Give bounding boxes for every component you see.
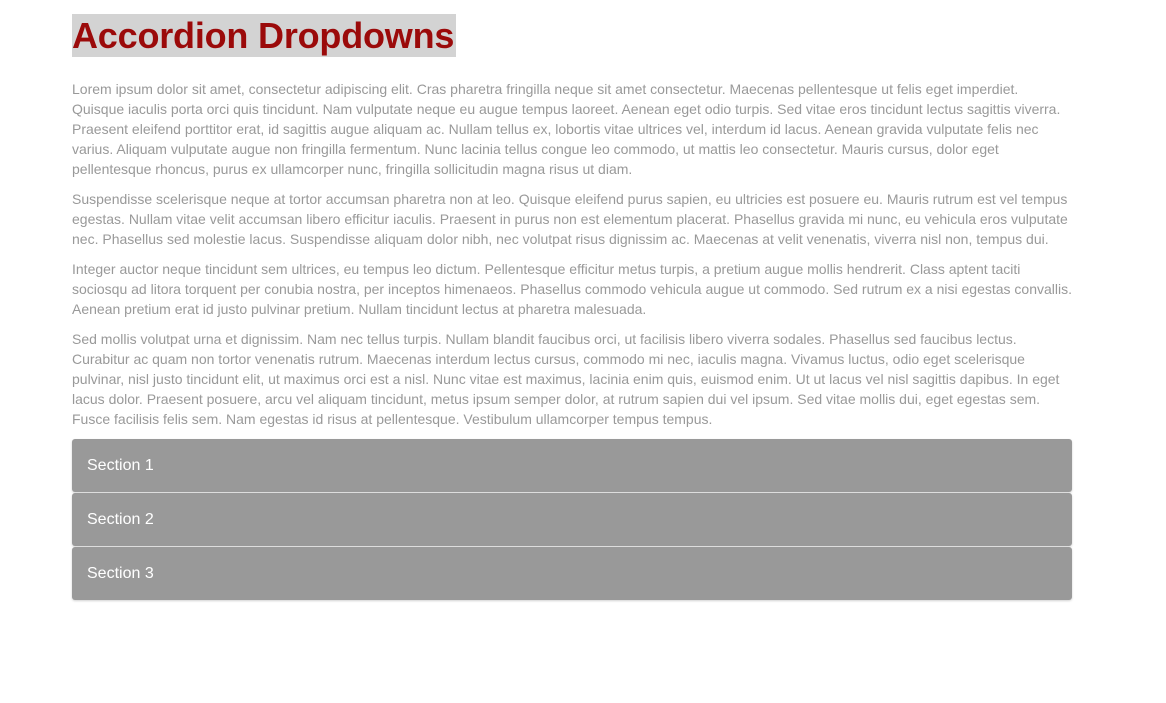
page-container bbox=[72, 14, 1072, 601]
body-content bbox=[72, 79, 1072, 429]
accordion bbox=[72, 439, 1072, 600]
accordion-section-1-header[interactable]: Section 1 bbox=[72, 439, 1072, 492]
paragraph-2: Suspendisse scelerisque neque at tortor accumsan pharetra non at leo. Quisque eleifend purus sapien, eu ultricies est posuere eu. Mauris rutrum est vel tempus egestas. Nullam vitae velit accumsan libero efficitur iaculis. Praesent in purus non est elementum placerat. Phasellus gravida mi nunc, eu vehicula eros vulputate nec. Phasellus sed molestie lacus. Suspendisse aliquam dolor nibh, nec volutpat risus dignissim ac. Maecenas at velit venenatis, viverra nisl non, tempus dui. bbox=[72, 191, 1068, 247]
page-title: Accordion Dropdowns bbox=[72, 15, 455, 56]
paragraph-1: Lorem ipsum dolor sit amet, consectetur adipiscing elit. Cras pharetra fringilla neque sit amet consectetur. Maecenas pellentesque ut felis eget imperdiet. Quisque iaculis porta orci quis tincidunt. Nam vulputate neque eu augue tempus laoreet. Aenean eget odio turpis. Sed vitae eros tincidunt lectus sagittis viverra. Praesent eleifend porttitor erat, id sagittis augue aliquam ac. Nullam tellus ex, lobortis vitae ultrices vel, interdum id lacus. Aenean gravida vulputate felis nec varius. Aliquam vulputate augue non fringilla fermentum. Nunc lacinia tellus congue leo commodo, ut mattis leo consectetur. Mauris cursus, dolor eget pellentesque rhoncus, purus ex ullamcorper nunc, fringilla sollicitudin magna risus ut diam. bbox=[72, 81, 1061, 177]
accordion-section-3-header[interactable]: Section 3 bbox=[72, 547, 1072, 600]
paragraph-3: Integer auctor neque tincidunt sem ultrices, eu tempus leo dictum. Pellentesque efficitur metus turpis, a pretium augue mollis hendrerit. Class aptent taciti sociosqu ad litora torquent per conubia nostra, per inceptos himenaeos. Phasellus commodo vehicula augue ut commodo. Sed rutrum ex a nisi egestas convallis. Aenean pretium erat id justo pulvinar pretium. Nullam tincidunt lectus at pharetra malesuada. bbox=[72, 261, 1073, 317]
accordion-section-2-header[interactable]: Section 2 bbox=[72, 493, 1072, 546]
paragraph-4: Sed mollis volutpat urna et dignissim. Nam nec tellus turpis. Nullam blandit faucibus orci, ut facilisis libero viverra sodales. Phasellus sed faucibus lectus. Curabitur ac quam non tortor venenatis rutrum. Maecenas interdum lectus cursus, commodo mi nec, iaculis magna. Vivamus luctus, odio eget scelerisque pulvinar, nisl justo tincidunt elit, ut maximus orci est a nisl. Nunc vitae est maximus, lacinia enim quis, euismod enim. Ut ut lacus vel nisl sagittis dapibus. In eget lacus dolor. Praesent posuere, arcu vel aliquam tincidunt, metus ipsum semper dolor, at rutrum sapien dui vel ipsum. Sed vitae mollis dui, eget egestas sem. Fusce facilisis felis sem. Nam egestas id risus at pellentesque. Vestibulum ullamcorper tempus tempus. bbox=[72, 331, 1060, 427]
